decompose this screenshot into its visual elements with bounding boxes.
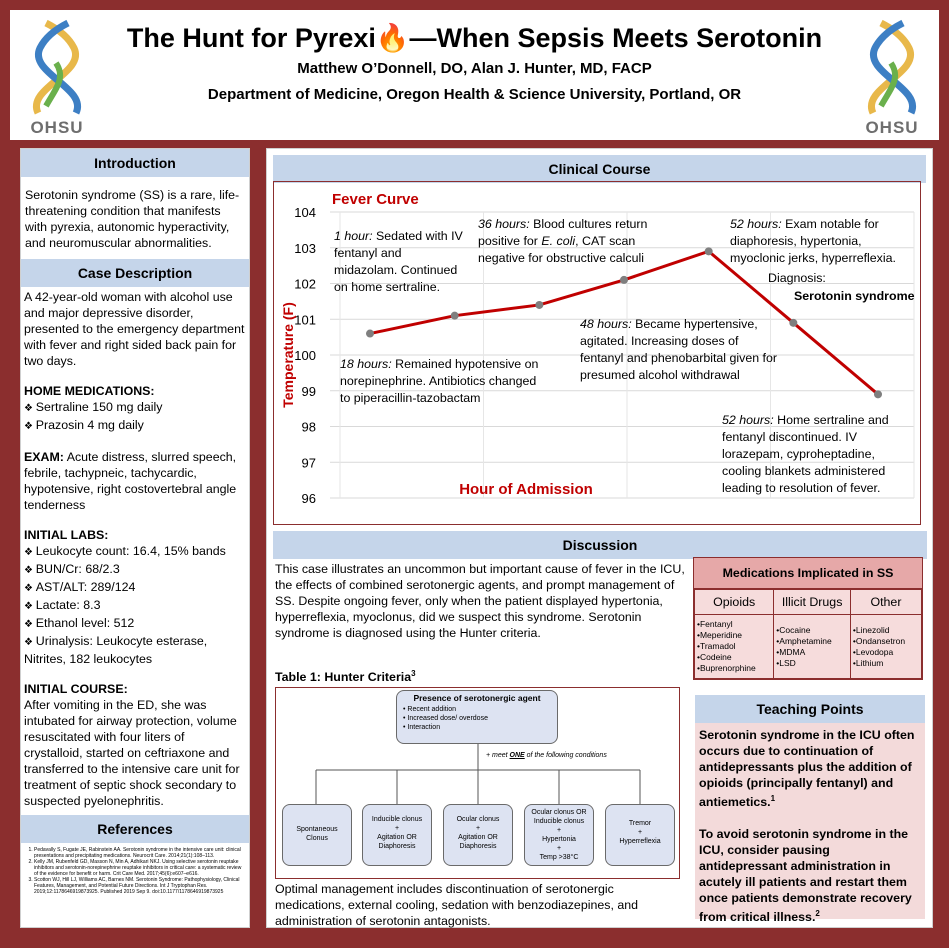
exam-text: EXAM: Acute distress, slurred speech, febrile, tachypneic, tachycardic, hypotensive, right costovertebral angle tenderness bbox=[24, 450, 237, 512]
helix-icon bbox=[16, 18, 98, 118]
case-text: A 42-year-old woman with alcohol use and major depressive disorder, presented to the emergency department with fever and right sided back pain for two days. bbox=[24, 290, 245, 368]
teaching-point: Serotonin syndrome in the ICU often occurs due to continuation of antidepressants plus the addition of opioids (principally fentanyl) and antiemetics.$^1$ bbox=[699, 728, 915, 810]
illicit-cell: •Cocaine •Amphetamine •MDMA •LSD bbox=[774, 615, 851, 679]
medications-heading: Medications Implicated in SS bbox=[694, 558, 922, 589]
y-tick-label: 97 bbox=[301, 455, 316, 471]
introduction-heading: Introduction bbox=[21, 149, 249, 177]
course-text: After vomiting in the ED, she was intubated for airway protection, volume resuscitated with four liters of crystalloid, started on ceftriaxone and transferred to the intensive care unit for treatment of septic shock secondary to suspected pyelonephritis. bbox=[24, 698, 240, 808]
lab-item: ❖ Urinalysis: Leukocyte esterase, Nitrites, 182 leukocytes bbox=[24, 633, 246, 667]
y-tick-label: 103 bbox=[294, 240, 316, 256]
criterion-box: Ocular clonus + Agitation OR Diaphoresis bbox=[443, 804, 513, 866]
teaching-points-heading: Teaching Points bbox=[695, 695, 925, 723]
references-heading: References bbox=[21, 815, 249, 843]
data-point bbox=[620, 276, 628, 284]
left-column bbox=[20, 148, 250, 928]
logo-text: OHSU bbox=[865, 118, 919, 137]
helix-icon bbox=[851, 18, 933, 118]
lab-item: ❖ Ethanol level: 512 bbox=[24, 615, 246, 633]
annotation-48-hours: 48 hours: Became hypertensive, agitated. Increasing doses of fentanyl and phenobarbital given for presumed alcohol withdrawal bbox=[580, 317, 778, 382]
fever-chart bbox=[273, 181, 921, 525]
poster-department: Department of Medicine, Oregon Health & Science University, Portland, OR bbox=[207, 86, 742, 103]
column-header: Opioids bbox=[695, 590, 774, 615]
poster-header bbox=[10, 10, 939, 140]
lab-item: ❖ BUN/Cr: 68/2.3 bbox=[24, 561, 246, 579]
agent-item: • Increased dose/ overdose bbox=[403, 715, 488, 722]
home-med-item: ❖ Prazosin 4 mg daily bbox=[24, 417, 246, 435]
column-header: Other bbox=[850, 590, 921, 615]
lab-item: ❖ Lactate: 8.3 bbox=[24, 597, 246, 615]
poster-authors: Matthew O’Donnell, DO, Alan J. Hunter, MD, FACP bbox=[297, 60, 652, 77]
ohsu-logo-right bbox=[851, 18, 933, 138]
hunter-criteria-diagram bbox=[275, 687, 680, 879]
column-header: Illicit Drugs bbox=[774, 590, 851, 615]
y-tick-label: 101 bbox=[294, 312, 316, 328]
clinical-course-heading: Clinical Course bbox=[273, 155, 926, 183]
labs-label: INITIAL LABS: bbox=[24, 528, 109, 542]
discussion-text: This case illustrates an uncommon but important cause of fever in the ICU, the effects of combined serotonergic agents, and prompt management of SS. Despite ongoing fever, only when the patient displayed hypertonia, hyperreflexia, myoclonus, did we suspect this syndrome. Serotonin syndrome is diagnosed using the Hunter criteria. bbox=[275, 562, 685, 640]
serotonergic-agent-box: Presence of serotonergic agent • Recent addition • Increased dose/ overdose • Interaction bbox=[396, 690, 558, 744]
data-point bbox=[705, 247, 713, 255]
lab-item: ❖ Leukocyte count: 16.4, 15% bands bbox=[24, 543, 246, 561]
criterion-box: Spontaneous Clonus bbox=[282, 804, 352, 866]
ohsu-logo-left bbox=[16, 18, 98, 138]
poster-title: The Hunt for Pyrexi🔥—When Sepsis Meets Serotonin bbox=[126, 23, 823, 53]
diagnosis-value: Serotonin syndrome bbox=[794, 289, 915, 303]
references-list bbox=[21, 843, 249, 899]
criterion-box: Ocular clonus OR Inducible clonus + Hypertonia + Temp >38°C bbox=[524, 804, 594, 866]
case-heading: Case Description bbox=[21, 259, 249, 287]
reference-item: 3. Scotton WJ, Hill LJ, Williams AC, Barnes NM. Serotonin Syndrome: Pathophysiology, Clinical Features, Management, and Potential Future Directions. Int J Tryptophan Res. 2019;12:1178646919873925. Published 2019 Sep 9. doi:10.1177/1178646919873925 bbox=[34, 877, 246, 895]
teaching-point: To avoid serotonin syndrome in the ICU, consider pausing antidepressant administration in acutely ill patients and restart them once patients demonstrate recovery from critical illness.$^2$ bbox=[699, 827, 912, 925]
annotation-36-hours: 36 hours: Blood cultures return positive for E. coli, CAT scan negative for obstructive calculi bbox=[478, 217, 648, 265]
y-tick-label: 102 bbox=[294, 276, 316, 292]
annotation-52-hours-exam: 52 hours: Exam notable for diaphoresis, hypertonia, myoclonic jerks, hyperreflexia. bbox=[730, 217, 896, 265]
criterion-box: Tremor + Hyperreflexia bbox=[605, 804, 675, 866]
y-tick-label: 99 bbox=[301, 383, 316, 399]
teaching-points-body bbox=[695, 723, 925, 925]
home-med-item: ❖ Sertraline 150 mg daily bbox=[24, 399, 246, 417]
diagnosis-label: Diagnosis: bbox=[768, 271, 826, 285]
introduction-text: Serotonin syndrome (SS) is a rare, life-threatening condition that manifests with pyrexia, autonomic hyperactivity, and neuromuscular abnormalities. bbox=[25, 188, 240, 250]
data-point bbox=[874, 390, 882, 398]
right-column bbox=[266, 148, 933, 928]
medications-table bbox=[693, 557, 923, 680]
y-tick-label: 96 bbox=[301, 491, 316, 506]
hunter-table-title: Table 1: Hunter Criteria$^3$ bbox=[275, 669, 416, 685]
annotation-1-hour: 1 hour: Sedated with IV fentanyl and midazolam. Continued on home sertraline. bbox=[334, 229, 463, 294]
y-tick-label: 104 bbox=[294, 205, 316, 220]
data-point bbox=[789, 319, 797, 327]
other-cell: •Linezolid •Ondansetron •Levodopa •Lithium bbox=[850, 615, 921, 679]
agent-item: • Recent addition bbox=[403, 706, 457, 713]
lab-item: ❖ AST/ALT: 289/124 bbox=[24, 579, 246, 597]
criterion-box: Inducible clonus + Agitation OR Diaphoresis bbox=[362, 804, 432, 866]
reference-item: 1. Pedavally S, Fugate JE, Rabinstein AA. Serotonin syndrome in the intensive care unit: clinical presentations and precipitating medications. Neurocrit Care. 2014;21(1):108–113. bbox=[34, 847, 246, 859]
data-point bbox=[451, 312, 459, 320]
opioids-cell: •Fentanyl •Meperidine •Tramadol •Codeine •Buprenorphine bbox=[695, 615, 774, 679]
course-label: INITIAL COURSE: bbox=[24, 682, 128, 696]
logo-text: OHSU bbox=[30, 118, 84, 137]
annotation-52-hours-treatment: 52 hours: Home sertraline and fentanyl discontinued. IV lorazepam, cyproheptadine, cooling blankets administered leading to resolution of fever. bbox=[722, 413, 889, 495]
y-axis-label: Temperature (F) bbox=[280, 302, 296, 408]
agent-item: • Interaction bbox=[403, 724, 441, 731]
meet-one-label: + meet ONE of the following conditions bbox=[486, 752, 607, 759]
y-tick-label: 98 bbox=[301, 419, 316, 435]
management-text: Optimal management includes discontinuation of serotonergic medications, external cooling, sedation with benzodiazepines, and administration of serotonin antagonists. bbox=[275, 882, 639, 928]
annotation-18-hours: 18 hours: Remained hypotensive on norepinephrine. Antibiotics changed to piperacillin-tazobactam bbox=[340, 357, 539, 405]
x-axis-label: Hour of Admission bbox=[459, 481, 593, 498]
chart-title: Fever Curve bbox=[332, 191, 419, 208]
data-point bbox=[366, 330, 374, 338]
reference-item: 2. Kelly JM, Rubenfeld GD, Masson N, Min A, Adhikari NKJ. Using selective serotonin reuptake inhibitors and serotonin-norepinephrine reuptake inhibitors in critical care: a systematic review of the evidence for benefit or harm. Crit Care Med. 2017;45(6):e607–e616. bbox=[34, 859, 246, 877]
home-meds-label: HOME MEDICATIONS: bbox=[24, 384, 155, 398]
y-tick-label: 100 bbox=[294, 348, 316, 363]
data-point bbox=[535, 301, 543, 309]
discussion-heading: Discussion bbox=[273, 531, 927, 559]
